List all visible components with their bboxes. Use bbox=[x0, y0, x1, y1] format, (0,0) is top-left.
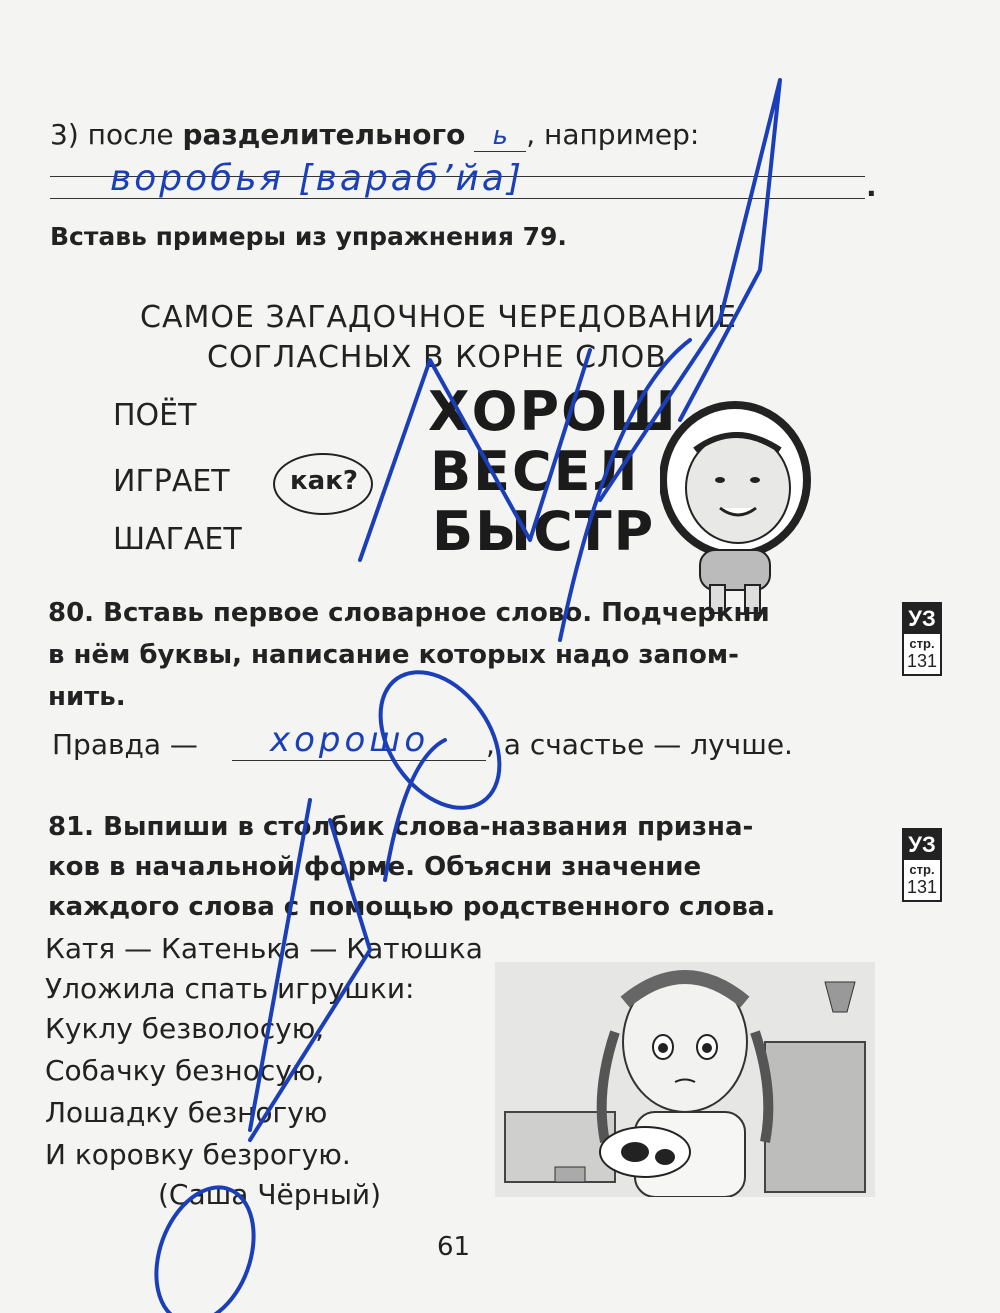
verb-3: ШАГАЕТ bbox=[113, 522, 242, 557]
rule3-prefix: 3) после bbox=[50, 118, 183, 151]
verb-1: ПОЁТ bbox=[113, 398, 197, 433]
heading-line-1: САМОЕ ЗАГАДОЧНОЕ ЧЕРЕДОВАНИЕ bbox=[140, 300, 737, 335]
ex80-sentence-end: , а счастье — лучше. bbox=[486, 728, 793, 761]
ex80-number: 80. bbox=[48, 598, 95, 628]
rule3-letter-blank bbox=[474, 118, 526, 152]
ex80-text-1: Вставь первое словарное слово. Подчеркни bbox=[103, 598, 770, 628]
ex81-line-2: ков в начальной форме. Объясни значение bbox=[48, 852, 702, 882]
uz-badge-2-label: УЗ bbox=[904, 830, 940, 860]
ex80-answer: хорошо bbox=[270, 720, 430, 760]
rule3-handwritten-answer: воробья [варaб’йа] bbox=[110, 158, 525, 199]
ex81-number: 81. bbox=[48, 812, 95, 842]
poem-line-5: Лошадку безногую bbox=[45, 1096, 328, 1129]
heading-line-2: СОГЛАСНЫХ В КОРНЕ СЛОВ bbox=[207, 340, 667, 375]
question-text: как? bbox=[290, 466, 358, 496]
uz-badge-1-num: 131 bbox=[906, 651, 938, 671]
ex80-line-1 bbox=[48, 598, 770, 628]
adjective-2: ВЕСЕЛ bbox=[430, 440, 640, 503]
ex81-line-3: каждого слова с помощью родственного слова. bbox=[48, 892, 776, 922]
uz-badge-2-num: 131 bbox=[906, 877, 938, 897]
adjective-3: БЫСТР bbox=[432, 500, 656, 563]
verb-2: ИГРАЕТ bbox=[113, 464, 230, 499]
uz-badge-2-sub: стр. bbox=[909, 862, 935, 877]
uz-badge-1 bbox=[902, 602, 942, 676]
ex80-sentence-start: Правда — bbox=[52, 728, 198, 761]
rule3-line bbox=[50, 118, 699, 152]
rule3-period: . bbox=[866, 170, 877, 203]
child-illustration bbox=[660, 380, 840, 620]
ex81-line-1 bbox=[48, 812, 753, 842]
poem-author: (Саша Чёрный) bbox=[158, 1178, 382, 1211]
uz-badge-1-label: УЗ bbox=[904, 604, 940, 634]
girl-illustration bbox=[495, 962, 875, 1197]
ex80-line-2: в нём буквы, написание которых надо запом- bbox=[48, 640, 739, 670]
ex80-line-3: нить. bbox=[48, 682, 126, 712]
poem-line-4: Собачку безносую, bbox=[45, 1054, 325, 1087]
rule3-bold: разделительного bbox=[182, 118, 466, 151]
uz-badge-1-sub: стр. bbox=[909, 636, 935, 651]
ex81-text-1: Выпиши в столбик слова-названия призна- bbox=[103, 812, 754, 842]
poem-line-6: И коровку безрогую. bbox=[45, 1138, 351, 1171]
adjective-1: ХОРОШ bbox=[428, 380, 678, 443]
poem-line-1: Катя — Катенька — Катюшка bbox=[45, 932, 483, 965]
uz-badge-2 bbox=[902, 828, 942, 902]
rule3-suffix: , например: bbox=[526, 118, 700, 151]
page-number: 61 bbox=[437, 1232, 471, 1262]
rule3-letter: ь bbox=[492, 121, 508, 151]
ex80-answer-line bbox=[232, 760, 486, 761]
poem-line-3: Куклу безволосую, bbox=[45, 1012, 325, 1045]
poem-line-2: Уложила спать игрушки: bbox=[45, 972, 415, 1005]
instruction: Вставь примеры из упражнения 79. bbox=[50, 222, 567, 251]
